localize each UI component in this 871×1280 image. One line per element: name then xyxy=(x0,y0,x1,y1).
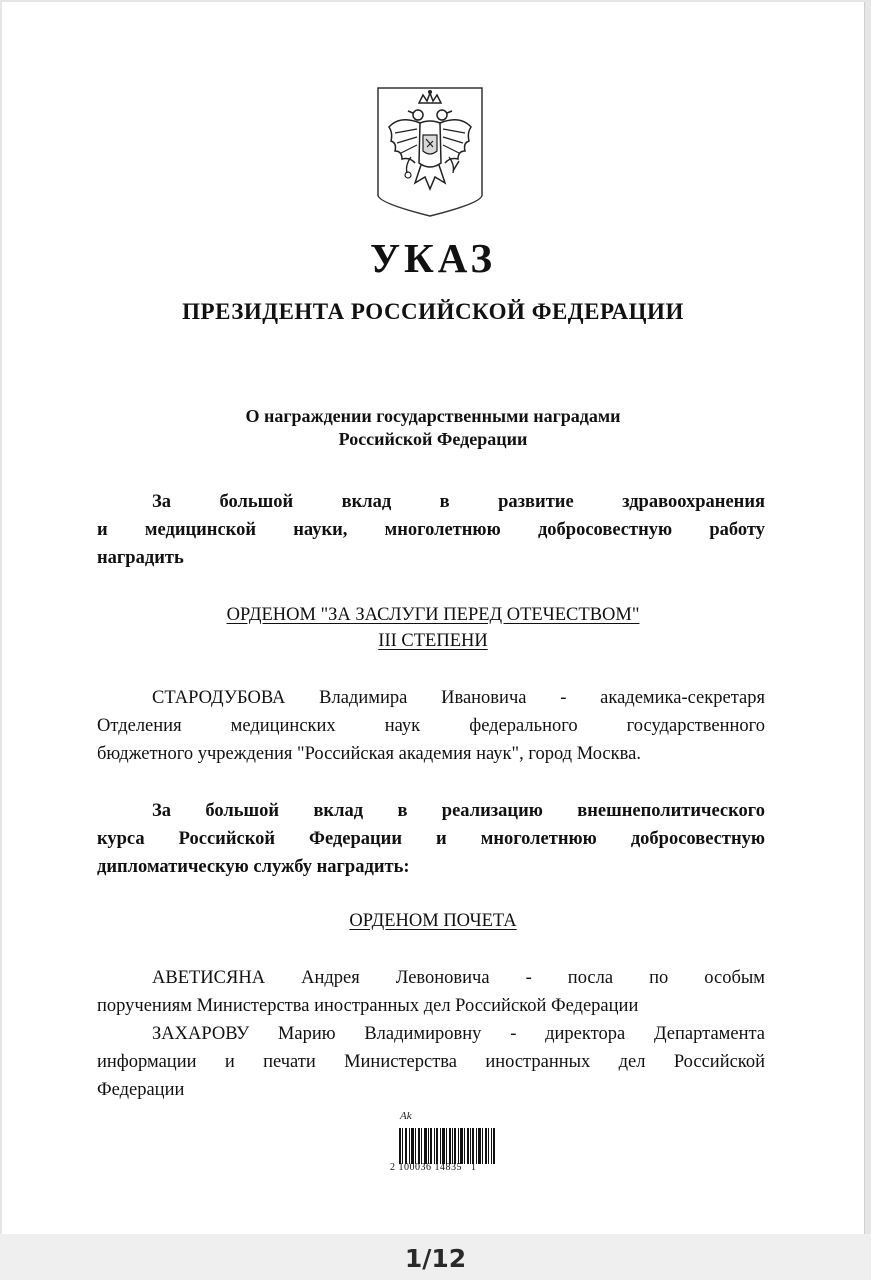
paragraph-line: дипломатическую службу наградить: xyxy=(97,857,410,877)
award-order-merit xyxy=(2,602,864,654)
paragraph-line: За большой вклад в развитие здравоохранения xyxy=(152,492,765,512)
decree-heading xyxy=(2,405,864,451)
paragraph-line: Федерации xyxy=(97,1080,185,1100)
page-indicator-bar xyxy=(0,1234,871,1280)
decree-title: УКАЗ xyxy=(369,235,497,281)
section2-intro xyxy=(97,797,765,881)
paragraph-line: информации и печати Министерства иностранных дел Российской xyxy=(97,1052,765,1072)
paragraph-line: поручениям Министерства иностранных дел Российской Федерации xyxy=(97,996,639,1016)
paragraph-line: СТАРОДУБОВА Владимира Ивановича - академика-секретаря xyxy=(152,688,765,708)
coat-of-arms-icon xyxy=(375,85,485,217)
registration-stamp xyxy=(386,1110,506,1180)
paragraph-line: и медицинской науки, многолетнюю добросовестную работу xyxy=(97,520,765,540)
decree-heading-line: Российской Федерации xyxy=(338,429,528,449)
barcode-number: 2 100036 14835 1 xyxy=(390,1162,477,1173)
paragraph-line: бюджетного учреждения "Российская академия наук", город Москва. xyxy=(97,744,641,764)
paragraph-line: наградить xyxy=(97,548,184,568)
paragraph-line: ЗАХАРОВУ Марию Владимировну - директора Департамента xyxy=(152,1024,765,1044)
paragraph-line: АВЕТИСЯНА Андрея Левоновича - посла по особым xyxy=(152,968,765,988)
paragraph-line: курса Российской Федерации и многолетнюю добросовестную xyxy=(97,829,765,849)
barcode-icon xyxy=(399,1128,495,1164)
award-line: III СТЕПЕНИ xyxy=(378,631,488,651)
stamp-initials: Ak xyxy=(400,1110,412,1122)
page-counter: 1/12 xyxy=(404,1244,467,1273)
paragraph-line: Отделения медицинских наук федерального государственного xyxy=(97,716,765,736)
paragraph-line: За большой вклад в реализацию внешнеполитического xyxy=(152,801,765,821)
decree-subtitle: ПРЕЗИДЕНТА РОССИЙСКОЙ ФЕДЕРАЦИИ xyxy=(182,299,684,324)
recipient-starodubov xyxy=(97,684,765,768)
award-order-honor: ОРДЕНОМ ПОЧЕТА xyxy=(349,911,517,931)
award-line: ОРДЕНОМ "ЗА ЗАСЛУГИ ПЕРЕД ОТЕЧЕСТВОМ" xyxy=(226,605,640,625)
decree-heading-line: О награждении государственными наградами xyxy=(245,406,621,426)
recipient-avetisyan xyxy=(97,964,765,1020)
recipient-zakharova xyxy=(97,1020,765,1104)
document-page xyxy=(2,2,865,1234)
section1-intro xyxy=(97,488,765,572)
